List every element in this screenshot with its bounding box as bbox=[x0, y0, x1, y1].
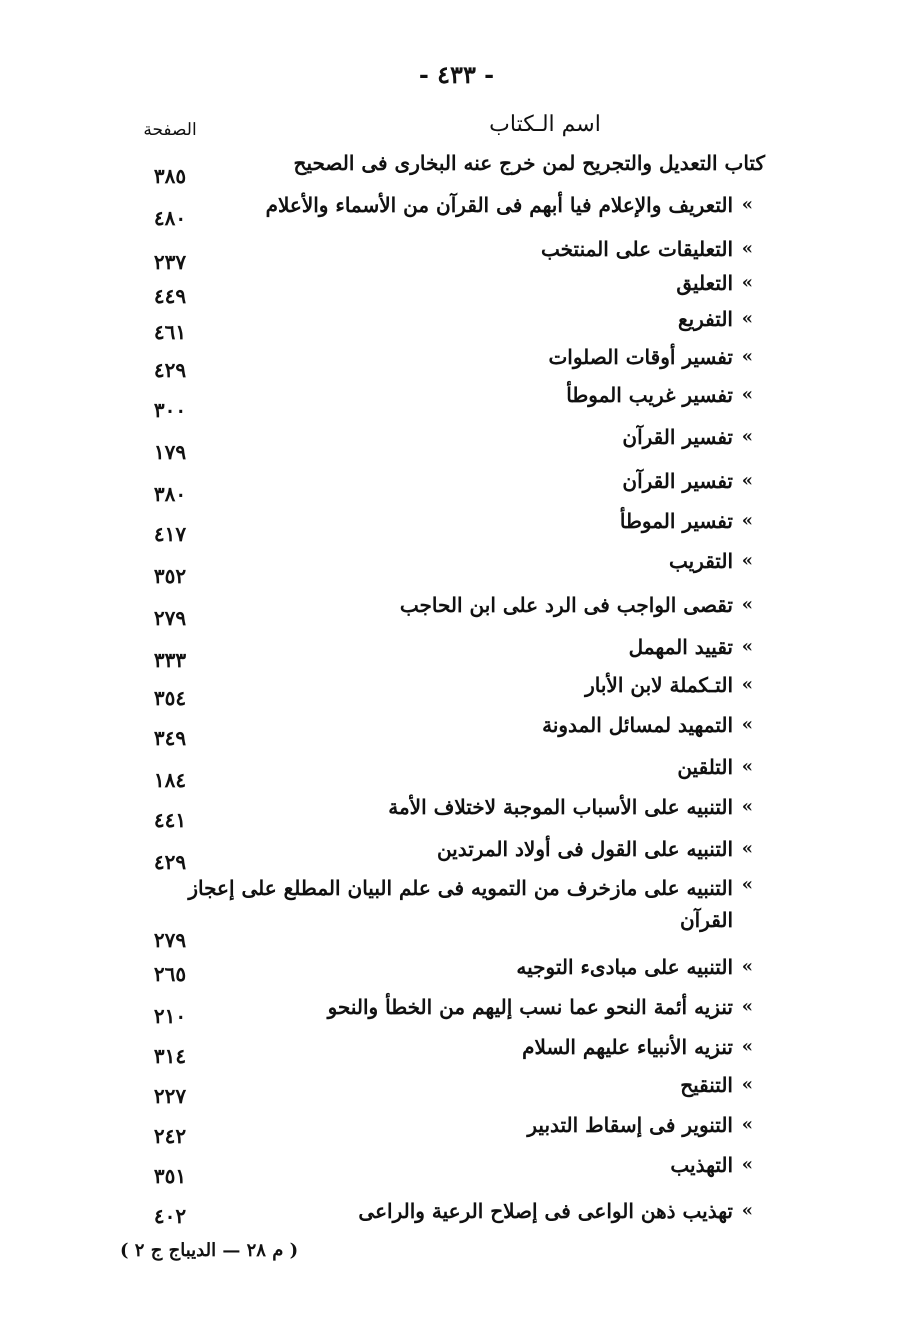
entry-bullet: « bbox=[741, 346, 753, 367]
entry-bullet: « bbox=[741, 594, 753, 615]
entry-page: ٣٨٠ bbox=[153, 482, 187, 506]
entry-title: التنقيح bbox=[680, 1073, 733, 1097]
entry-title: التلقين bbox=[677, 755, 733, 779]
entry-bullet: « bbox=[741, 636, 753, 657]
entry-bullet: « bbox=[741, 838, 753, 859]
entry-bullet: « bbox=[741, 194, 753, 215]
page-column-header: الصفحة bbox=[143, 120, 197, 140]
entry-page: ٤٤٩ bbox=[153, 284, 187, 308]
entry-bullet: « bbox=[741, 756, 753, 777]
entry-page: ٢٣٧ bbox=[153, 250, 187, 274]
entry-bullet: « bbox=[741, 550, 753, 571]
index-entry bbox=[0, 592, 913, 640]
entry-title: التعريف والإعلام فيا أبهم فى القرآن من الأسماء والأعلام bbox=[265, 193, 733, 217]
entry-title: التقريب bbox=[668, 549, 733, 573]
entry-bullet: « bbox=[741, 1200, 753, 1221]
entry-bullet: « bbox=[741, 1074, 753, 1095]
entry-page: ٢٧٩ bbox=[153, 606, 187, 630]
entry-bullet: « bbox=[741, 1154, 753, 1175]
entry-title: تفسير أوقات الصلوات bbox=[548, 345, 733, 369]
entry-page: ٤٨٠ bbox=[153, 206, 187, 230]
entry-bullet: « bbox=[741, 510, 753, 531]
entry-page: ٣٥١ bbox=[153, 1164, 187, 1188]
entry-bullet: « bbox=[741, 1114, 753, 1135]
entry-title: التنوير فى إسقاط التدبير bbox=[527, 1113, 733, 1137]
entry-page: ١٨٤ bbox=[153, 768, 187, 792]
entry-title: تفسير القرآن bbox=[622, 425, 733, 449]
index-entry bbox=[0, 382, 913, 430]
entry-title: التعليق bbox=[676, 271, 733, 295]
entry-title: التنبيه على مبادىء التوجيه bbox=[516, 955, 733, 979]
entry-page: ٣٣٣ bbox=[153, 648, 187, 672]
entry-page: ١٧٩ bbox=[153, 440, 187, 464]
entry-bullet: « bbox=[741, 956, 753, 977]
entry-bullet: « bbox=[741, 996, 753, 1017]
entry-page: ٣١٤ bbox=[153, 1044, 187, 1068]
entry-page: ٤٢٩ bbox=[153, 358, 187, 382]
entry-page: ٢٦٥ bbox=[153, 962, 187, 986]
entry-bullet: « bbox=[741, 470, 753, 491]
index-entry bbox=[0, 548, 913, 596]
entry-bullet: « bbox=[741, 674, 753, 695]
entry-page: ٢١٠ bbox=[153, 1004, 187, 1028]
entry-title: تنزيه الأنبياء عليهم السلام bbox=[522, 1035, 733, 1059]
index-entry bbox=[0, 1198, 913, 1246]
index-entry bbox=[0, 794, 913, 842]
entry-title: التعليقات على المنتخب bbox=[540, 237, 733, 261]
index-entry bbox=[0, 872, 913, 952]
entry-title: تنزيه أئمة النحو عما نسب إليهم من الخطأ والنحو bbox=[327, 995, 733, 1019]
entry-title: التمهيد لمسائل المدونة bbox=[542, 713, 733, 737]
entry-title: التفريع bbox=[677, 307, 733, 331]
entry-page: ٤٤١ bbox=[153, 808, 187, 832]
entry-page: ٤١٧ bbox=[153, 522, 187, 546]
entry-title: تفسير غريب الموطأ bbox=[566, 383, 733, 407]
entry-page: ٣٨٥ bbox=[153, 164, 187, 188]
entry-bullet: « bbox=[741, 308, 753, 329]
index-entry bbox=[0, 192, 913, 240]
entry-title: التنبيه على الأسباب الموجبة لاختلاف الأمة bbox=[388, 795, 733, 819]
page-number: - ٤٣٣ - bbox=[418, 60, 495, 89]
entry-bullet: « bbox=[741, 714, 753, 735]
entry-title: تفسير الموطأ bbox=[619, 509, 733, 533]
entry-page: ٤٢٩ bbox=[153, 850, 187, 874]
entry-title: التـكملة لابن الأبار bbox=[585, 673, 733, 697]
entry-page: ٣٤٩ bbox=[153, 726, 187, 750]
entry-title: التهذيب bbox=[670, 1153, 733, 1177]
entry-page: ٢٢٧ bbox=[153, 1084, 187, 1108]
entry-page: ٢٧٩ bbox=[153, 928, 187, 952]
index-entry-first bbox=[0, 150, 913, 198]
entry-bullet: « bbox=[741, 874, 753, 895]
entry-title: تفسير القرآن bbox=[622, 469, 733, 493]
entry-bullet: « bbox=[741, 796, 753, 817]
entry-page: ٢٤٢ bbox=[153, 1124, 187, 1148]
entry-page: ٤٦١ bbox=[153, 320, 187, 344]
entry-title: كتاب التعديل والتجريح لمن خرج عنه البخارى فى الصحيح bbox=[293, 151, 765, 175]
entry-bullet: « bbox=[741, 384, 753, 405]
footer-signature: ( م ٢٨ — الديباج ج ٢ ) bbox=[120, 1240, 299, 1261]
entry-bullet: « bbox=[741, 238, 753, 259]
index-entry bbox=[0, 1152, 913, 1200]
entry-page: ٤٠٢ bbox=[153, 1204, 187, 1228]
entry-title: تهذيب ذهن الواعى فى إصلاح الرعية والراعى bbox=[358, 1199, 733, 1223]
entry-bullet: « bbox=[741, 426, 753, 447]
entry-bullet: « bbox=[741, 272, 753, 293]
entry-page: ٣٥٤ bbox=[153, 686, 187, 710]
entry-page: ٣٠٠ bbox=[153, 398, 187, 422]
entry-title: تقييد المهمل bbox=[628, 635, 733, 659]
index-entry bbox=[0, 712, 913, 760]
entry-title: التنبيه على القول فى أولاد المرتدين bbox=[436, 837, 733, 861]
book-name-column-header: اسم الـكتاب bbox=[489, 112, 601, 137]
entry-title: التنبيه على مازخرف من التمويه فى علم البيان المطلع على إعجاز القرآن bbox=[188, 876, 733, 932]
index-entry bbox=[0, 424, 913, 472]
entry-bullet: « bbox=[741, 1036, 753, 1057]
entry-title: تقصى الواجب فى الرد على ابن الحاجب bbox=[399, 593, 733, 617]
entry-page: ٣٥٢ bbox=[153, 564, 187, 588]
